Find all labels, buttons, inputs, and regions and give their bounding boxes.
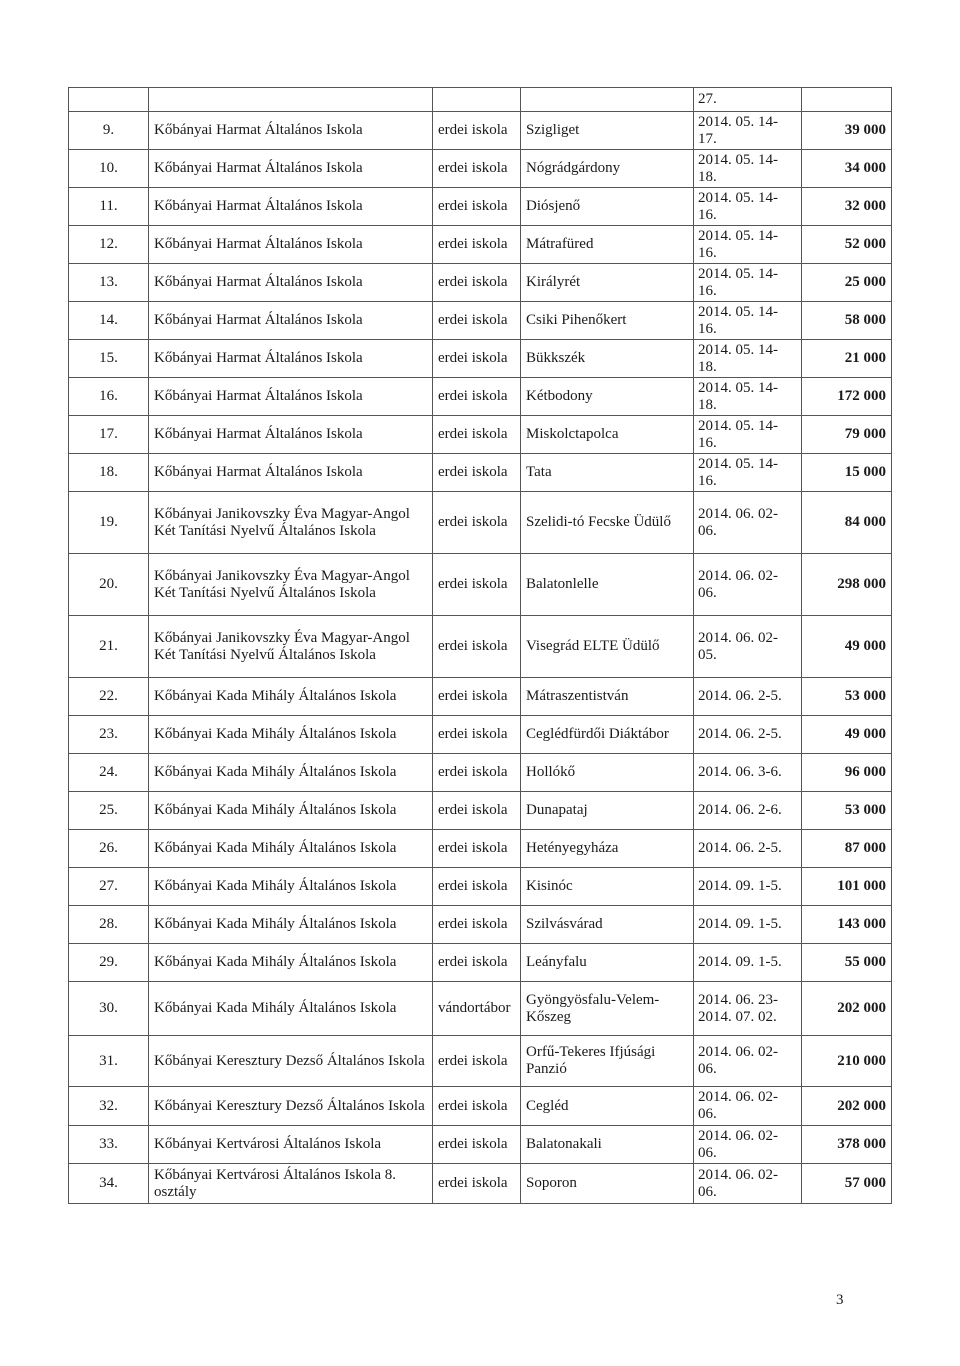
cell-date: 2014. 06. 02- 06. <box>694 1126 802 1164</box>
cell-date: 2014. 06. 02- 06. <box>694 554 802 616</box>
cell-amount: 96 000 <box>802 754 892 792</box>
cell-place: Miskolctapolca <box>521 416 694 454</box>
cell-type: erdei iskola <box>433 616 521 678</box>
cell-school: Kőbányai Kada Mihály Általános Iskola <box>149 982 433 1036</box>
cell-place: Cegléd <box>521 1087 694 1126</box>
table-row <box>69 188 892 226</box>
cell-school: Kőbányai Kada Mihály Általános Iskola <box>149 944 433 982</box>
cell-date: 2014. 06. 23- 2014. 07. 02. <box>694 982 802 1036</box>
cell-type: erdei iskola <box>433 150 521 188</box>
cell-place: Diósjenő <box>521 188 694 226</box>
table-row <box>69 906 892 944</box>
cell-type: erdei iskola <box>433 554 521 616</box>
cell-type: erdei iskola <box>433 1087 521 1126</box>
cell-school: Kőbányai Harmat Általános Iskola <box>149 302 433 340</box>
cell-amount: 57 000 <box>802 1164 892 1204</box>
cell-amount: 58 000 <box>802 302 892 340</box>
table-row <box>69 554 892 616</box>
cell-place: Gyöngyösfalu-Velem-Kőszeg <box>521 982 694 1036</box>
cell-school: Kőbányai Janikovszky Éva Magyar-Angol Két Tanítási Nyelvű Általános Iskola <box>149 616 433 678</box>
cell-date: 27. <box>694 88 802 112</box>
cell-num: 19. <box>69 492 149 554</box>
table-row <box>69 944 892 982</box>
cell-date: 2014. 06. 2-5. <box>694 678 802 716</box>
table-row <box>69 226 892 264</box>
cell-num: 13. <box>69 264 149 302</box>
cell-num: 32. <box>69 1087 149 1126</box>
table-row <box>69 1164 892 1204</box>
cell-amount: 55 000 <box>802 944 892 982</box>
table-row-header <box>69 88 892 112</box>
cell-date: 2014. 05. 14- 16. <box>694 188 802 226</box>
cell-amount: 87 000 <box>802 830 892 868</box>
table-row <box>69 340 892 378</box>
cell-date: 2014. 05. 14- 17. <box>694 112 802 150</box>
cell-date: 2014. 09. 1-5. <box>694 906 802 944</box>
cell-school: Kőbányai Kada Mihály Általános Iskola <box>149 906 433 944</box>
cell-amount: 202 000 <box>802 1087 892 1126</box>
table-row <box>69 616 892 678</box>
cell-place: Bükkszék <box>521 340 694 378</box>
cell-school: Kőbányai Kada Mihály Általános Iskola <box>149 868 433 906</box>
cell-date: 2014. 06. 2-5. <box>694 716 802 754</box>
cell-place: Tata <box>521 454 694 492</box>
cell-amount: 21 000 <box>802 340 892 378</box>
cell-num: 34. <box>69 1164 149 1204</box>
cell-school: Kőbányai Kertvárosi Általános Iskola 8. osztály <box>149 1164 433 1204</box>
cell-type: erdei iskola <box>433 492 521 554</box>
cell-school: Kőbányai Kada Mihály Általános Iskola <box>149 716 433 754</box>
cell-place: Szigliget <box>521 112 694 150</box>
cell-num: 18. <box>69 454 149 492</box>
cell-num: 29. <box>69 944 149 982</box>
cell-num: 22. <box>69 678 149 716</box>
cell-place: Balatonakali <box>521 1126 694 1164</box>
cell-amount: 49 000 <box>802 716 892 754</box>
cell-num: 24. <box>69 754 149 792</box>
cell-num: 20. <box>69 554 149 616</box>
table-row <box>69 1126 892 1164</box>
cell-num: 9. <box>69 112 149 150</box>
cell-date: 2014. 06. 02- 06. <box>694 1036 802 1087</box>
cell-type: erdei iskola <box>433 340 521 378</box>
cell-date: 2014. 05. 14- 18. <box>694 340 802 378</box>
cell-amount: 32 000 <box>802 188 892 226</box>
cell-place: Dunapataj <box>521 792 694 830</box>
cell-date: 2014. 06. 3-6. <box>694 754 802 792</box>
cell-place: Csiki Pihenőkert <box>521 302 694 340</box>
cell-type: erdei iskola <box>433 792 521 830</box>
cell-num: 12. <box>69 226 149 264</box>
cell-num: 27. <box>69 868 149 906</box>
cell-num: 23. <box>69 716 149 754</box>
cell-place: Ceglédfürdői Diáktábor <box>521 716 694 754</box>
cell-num: 30. <box>69 982 149 1036</box>
cell-date: 2014. 05. 14- 16. <box>694 302 802 340</box>
cell-amount: 15 000 <box>802 454 892 492</box>
table-row <box>69 150 892 188</box>
cell-place: Soporon <box>521 1164 694 1204</box>
cell-date: 2014. 09. 1-5. <box>694 868 802 906</box>
table-row <box>69 982 892 1036</box>
cell-school: Kőbányai Harmat Általános Iskola <box>149 454 433 492</box>
cell-type: erdei iskola <box>433 416 521 454</box>
cell-amount: 210 000 <box>802 1036 892 1087</box>
cell-school: Kőbányai Harmat Általános Iskola <box>149 378 433 416</box>
table-row <box>69 454 892 492</box>
cell-place: Mátrafüred <box>521 226 694 264</box>
cell-type: erdei iskola <box>433 302 521 340</box>
table-row <box>69 112 892 150</box>
cell-num: 26. <box>69 830 149 868</box>
table-row <box>69 830 892 868</box>
cell-num: 31. <box>69 1036 149 1087</box>
cell-amount: 34 000 <box>802 150 892 188</box>
cell-amount: 39 000 <box>802 112 892 150</box>
cell-num: 14. <box>69 302 149 340</box>
cell-amount: 143 000 <box>802 906 892 944</box>
cell-num <box>69 88 149 112</box>
table-row <box>69 678 892 716</box>
cell-type: vándortábor <box>433 982 521 1036</box>
cell-amount: 52 000 <box>802 226 892 264</box>
cell-place: Királyrét <box>521 264 694 302</box>
cell-school: Kőbányai Keresztury Dezső Általános Iskola <box>149 1087 433 1126</box>
cell-place: Visegrád ELTE Üdülő <box>521 616 694 678</box>
cell-type: erdei iskola <box>433 378 521 416</box>
cell-school: Kőbányai Kertvárosi Általános Iskola <box>149 1126 433 1164</box>
cell-school: Kőbányai Keresztury Dezső Általános Iskola <box>149 1036 433 1087</box>
cell-school: Kőbányai Kada Mihály Általános Iskola <box>149 678 433 716</box>
cell-amount: 79 000 <box>802 416 892 454</box>
cell-school: Kőbányai Harmat Általános Iskola <box>149 188 433 226</box>
cell-date: 2014. 05. 14- 16. <box>694 416 802 454</box>
cell-school <box>149 88 433 112</box>
cell-num: 16. <box>69 378 149 416</box>
cell-amount: 49 000 <box>802 616 892 678</box>
cell-type: erdei iskola <box>433 944 521 982</box>
table-row <box>69 1036 892 1087</box>
cell-type: erdei iskola <box>433 830 521 868</box>
cell-type: erdei iskola <box>433 226 521 264</box>
cell-place <box>521 88 694 112</box>
cell-school: Kőbányai Harmat Általános Iskola <box>149 340 433 378</box>
cell-amount: 101 000 <box>802 868 892 906</box>
cell-place: Mátraszentistván <box>521 678 694 716</box>
cell-school: Kőbányai Kada Mihály Általános Iskola <box>149 792 433 830</box>
cell-num: 10. <box>69 150 149 188</box>
cell-date: 2014. 05. 14- 18. <box>694 150 802 188</box>
cell-num: 17. <box>69 416 149 454</box>
cell-type: erdei iskola <box>433 754 521 792</box>
cell-date: 2014. 06. 2-6. <box>694 792 802 830</box>
cell-date: 2014. 05. 14- 18. <box>694 378 802 416</box>
cell-type: erdei iskola <box>433 716 521 754</box>
cell-amount: 53 000 <box>802 792 892 830</box>
table-row <box>69 378 892 416</box>
cell-amount: 84 000 <box>802 492 892 554</box>
cell-place: Hollókő <box>521 754 694 792</box>
table-row <box>69 1087 892 1126</box>
cell-school: Kőbányai Harmat Általános Iskola <box>149 416 433 454</box>
cell-date: 2014. 05. 14- 16. <box>694 454 802 492</box>
cell-num: 28. <box>69 906 149 944</box>
cell-school: Kőbányai Harmat Általános Iskola <box>149 264 433 302</box>
cell-school: Kőbányai Harmat Általános Iskola <box>149 226 433 264</box>
cell-school: Kőbányai Kada Mihály Általános Iskola <box>149 754 433 792</box>
cell-date: 2014. 05. 14- 16. <box>694 226 802 264</box>
cell-amount: 172 000 <box>802 378 892 416</box>
cell-amount <box>802 88 892 112</box>
camp-table <box>68 87 892 1204</box>
cell-date: 2014. 06. 02- 06. <box>694 1164 802 1204</box>
cell-amount: 25 000 <box>802 264 892 302</box>
table-row <box>69 302 892 340</box>
cell-num: 15. <box>69 340 149 378</box>
cell-num: 25. <box>69 792 149 830</box>
table-row <box>69 264 892 302</box>
cell-type: erdei iskola <box>433 868 521 906</box>
cell-type: erdei iskola <box>433 188 521 226</box>
cell-num: 11. <box>69 188 149 226</box>
table-row <box>69 492 892 554</box>
cell-type: erdei iskola <box>433 1164 521 1204</box>
cell-place: Szelidi-tó Fecske Üdülő <box>521 492 694 554</box>
table-row <box>69 716 892 754</box>
cell-date: 2014. 09. 1-5. <box>694 944 802 982</box>
cell-amount: 298 000 <box>802 554 892 616</box>
table-row <box>69 868 892 906</box>
cell-amount: 53 000 <box>802 678 892 716</box>
cell-date: 2014. 05. 14- 16. <box>694 264 802 302</box>
cell-place: Szilvásvárad <box>521 906 694 944</box>
table-row <box>69 754 892 792</box>
cell-place: Nógrádgárdony <box>521 150 694 188</box>
cell-school: Kőbányai Harmat Általános Iskola <box>149 112 433 150</box>
cell-school: Kőbányai Harmat Általános Iskola <box>149 150 433 188</box>
cell-type <box>433 88 521 112</box>
cell-place: Balatonlelle <box>521 554 694 616</box>
cell-type: erdei iskola <box>433 678 521 716</box>
cell-school: Kőbányai Janikovszky Éva Magyar-Angol Két Tanítási Nyelvű Általános Iskola <box>149 554 433 616</box>
cell-amount: 202 000 <box>802 982 892 1036</box>
cell-date: 2014. 06. 02- 05. <box>694 616 802 678</box>
cell-amount: 378 000 <box>802 1126 892 1164</box>
cell-type: erdei iskola <box>433 1036 521 1087</box>
cell-date: 2014. 06. 02- 06. <box>694 492 802 554</box>
cell-place: Hetényegyháza <box>521 830 694 868</box>
table-row <box>69 792 892 830</box>
cell-type: erdei iskola <box>433 264 521 302</box>
table-row <box>69 416 892 454</box>
cell-school: Kőbányai Janikovszky Éva Magyar-Angol Két Tanítási Nyelvű Általános Iskola <box>149 492 433 554</box>
page-number: 3 <box>836 1292 844 1308</box>
cell-date: 2014. 06. 2-5. <box>694 830 802 868</box>
cell-date: 2014. 06. 02- 06. <box>694 1087 802 1126</box>
cell-type: erdei iskola <box>433 454 521 492</box>
cell-school: Kőbányai Kada Mihály Általános Iskola <box>149 830 433 868</box>
cell-place: Kisinóc <box>521 868 694 906</box>
cell-place: Kétbodony <box>521 378 694 416</box>
cell-type: erdei iskola <box>433 1126 521 1164</box>
cell-place: Orfű-Tekeres Ifjúsági Panzió <box>521 1036 694 1087</box>
cell-type: erdei iskola <box>433 906 521 944</box>
cell-num: 21. <box>69 616 149 678</box>
cell-type: erdei iskola <box>433 112 521 150</box>
cell-place: Leányfalu <box>521 944 694 982</box>
cell-num: 33. <box>69 1126 149 1164</box>
